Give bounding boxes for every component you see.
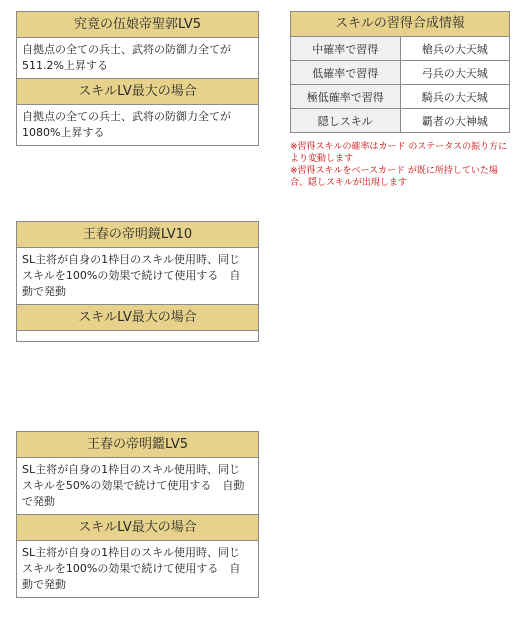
skill-description: SL主将が自身の1枠目のスキル使用時、同じ スキルを50%の効果で続けて使用する 自動 で発動 (17, 458, 258, 515)
synthesis-title: スキルの習得合成情報 (291, 12, 509, 37)
skill-description: SL主将が自身の1枠目のスキル使用時、同じ スキルを100%の効果で続けて使用する 自 動で発動 (17, 248, 258, 305)
skill-max-label: スキルLV最大の場合 (17, 79, 258, 105)
acquire-rate-cell: 中確率で習得 (291, 37, 400, 61)
skill-max-label: スキルLV最大の場合 (17, 515, 258, 541)
skill-description: 自拠点の全ての兵士、武将の防御力全てが 511.2%上昇する (17, 38, 258, 79)
source-card-cell: 弓兵の大天城 (400, 61, 509, 85)
table-row (291, 109, 509, 133)
synthesis-info-panel (290, 11, 510, 133)
source-card-cell: 槍兵の大天城 (400, 37, 509, 61)
synthesis-table (291, 37, 509, 132)
source-card-cell: 覇者の大神城 (400, 109, 509, 133)
skill-title: 王春の帝明鑑LV5 (17, 432, 258, 458)
acquire-rate-cell: 極低確率で習得 (291, 85, 400, 109)
table-row (291, 37, 509, 61)
skill-max-description: SL主将が自身の1枠目のスキル使用時、同じ スキルを100%の効果で続けて使用する 自 動で発動 (22, 546, 241, 591)
skill-max-label: スキルLV最大の場合 (17, 305, 258, 331)
acquire-rate-cell: 隠しスキル (291, 109, 400, 133)
skill-panel-3 (16, 431, 259, 598)
synthesis-notes (290, 141, 512, 189)
table-row (291, 61, 509, 85)
skill-title: 究竟の伍娘帝聖郭LV5 (17, 12, 258, 38)
skill-panel-2 (16, 221, 259, 342)
note-text: ※習得スキルの確率はカード のステータスの振り方により変動します (290, 142, 508, 164)
skill-max-description (17, 331, 258, 341)
source-card-cell: 騎兵の大天城 (400, 85, 509, 109)
acquire-rate-cell: 低確率で習得 (291, 61, 400, 85)
skill-panel-1 (16, 11, 259, 146)
skill-title: 王春の帝明鏡LV10 (17, 222, 258, 248)
note-text: ※習得スキルをベースカード が既に所持していた場合、隠しスキルが出現します (290, 166, 498, 188)
table-row (291, 85, 509, 109)
skill-max-description: 自拠点の全ての兵士、武将の防御力全てが 1080%上昇する (22, 110, 231, 139)
